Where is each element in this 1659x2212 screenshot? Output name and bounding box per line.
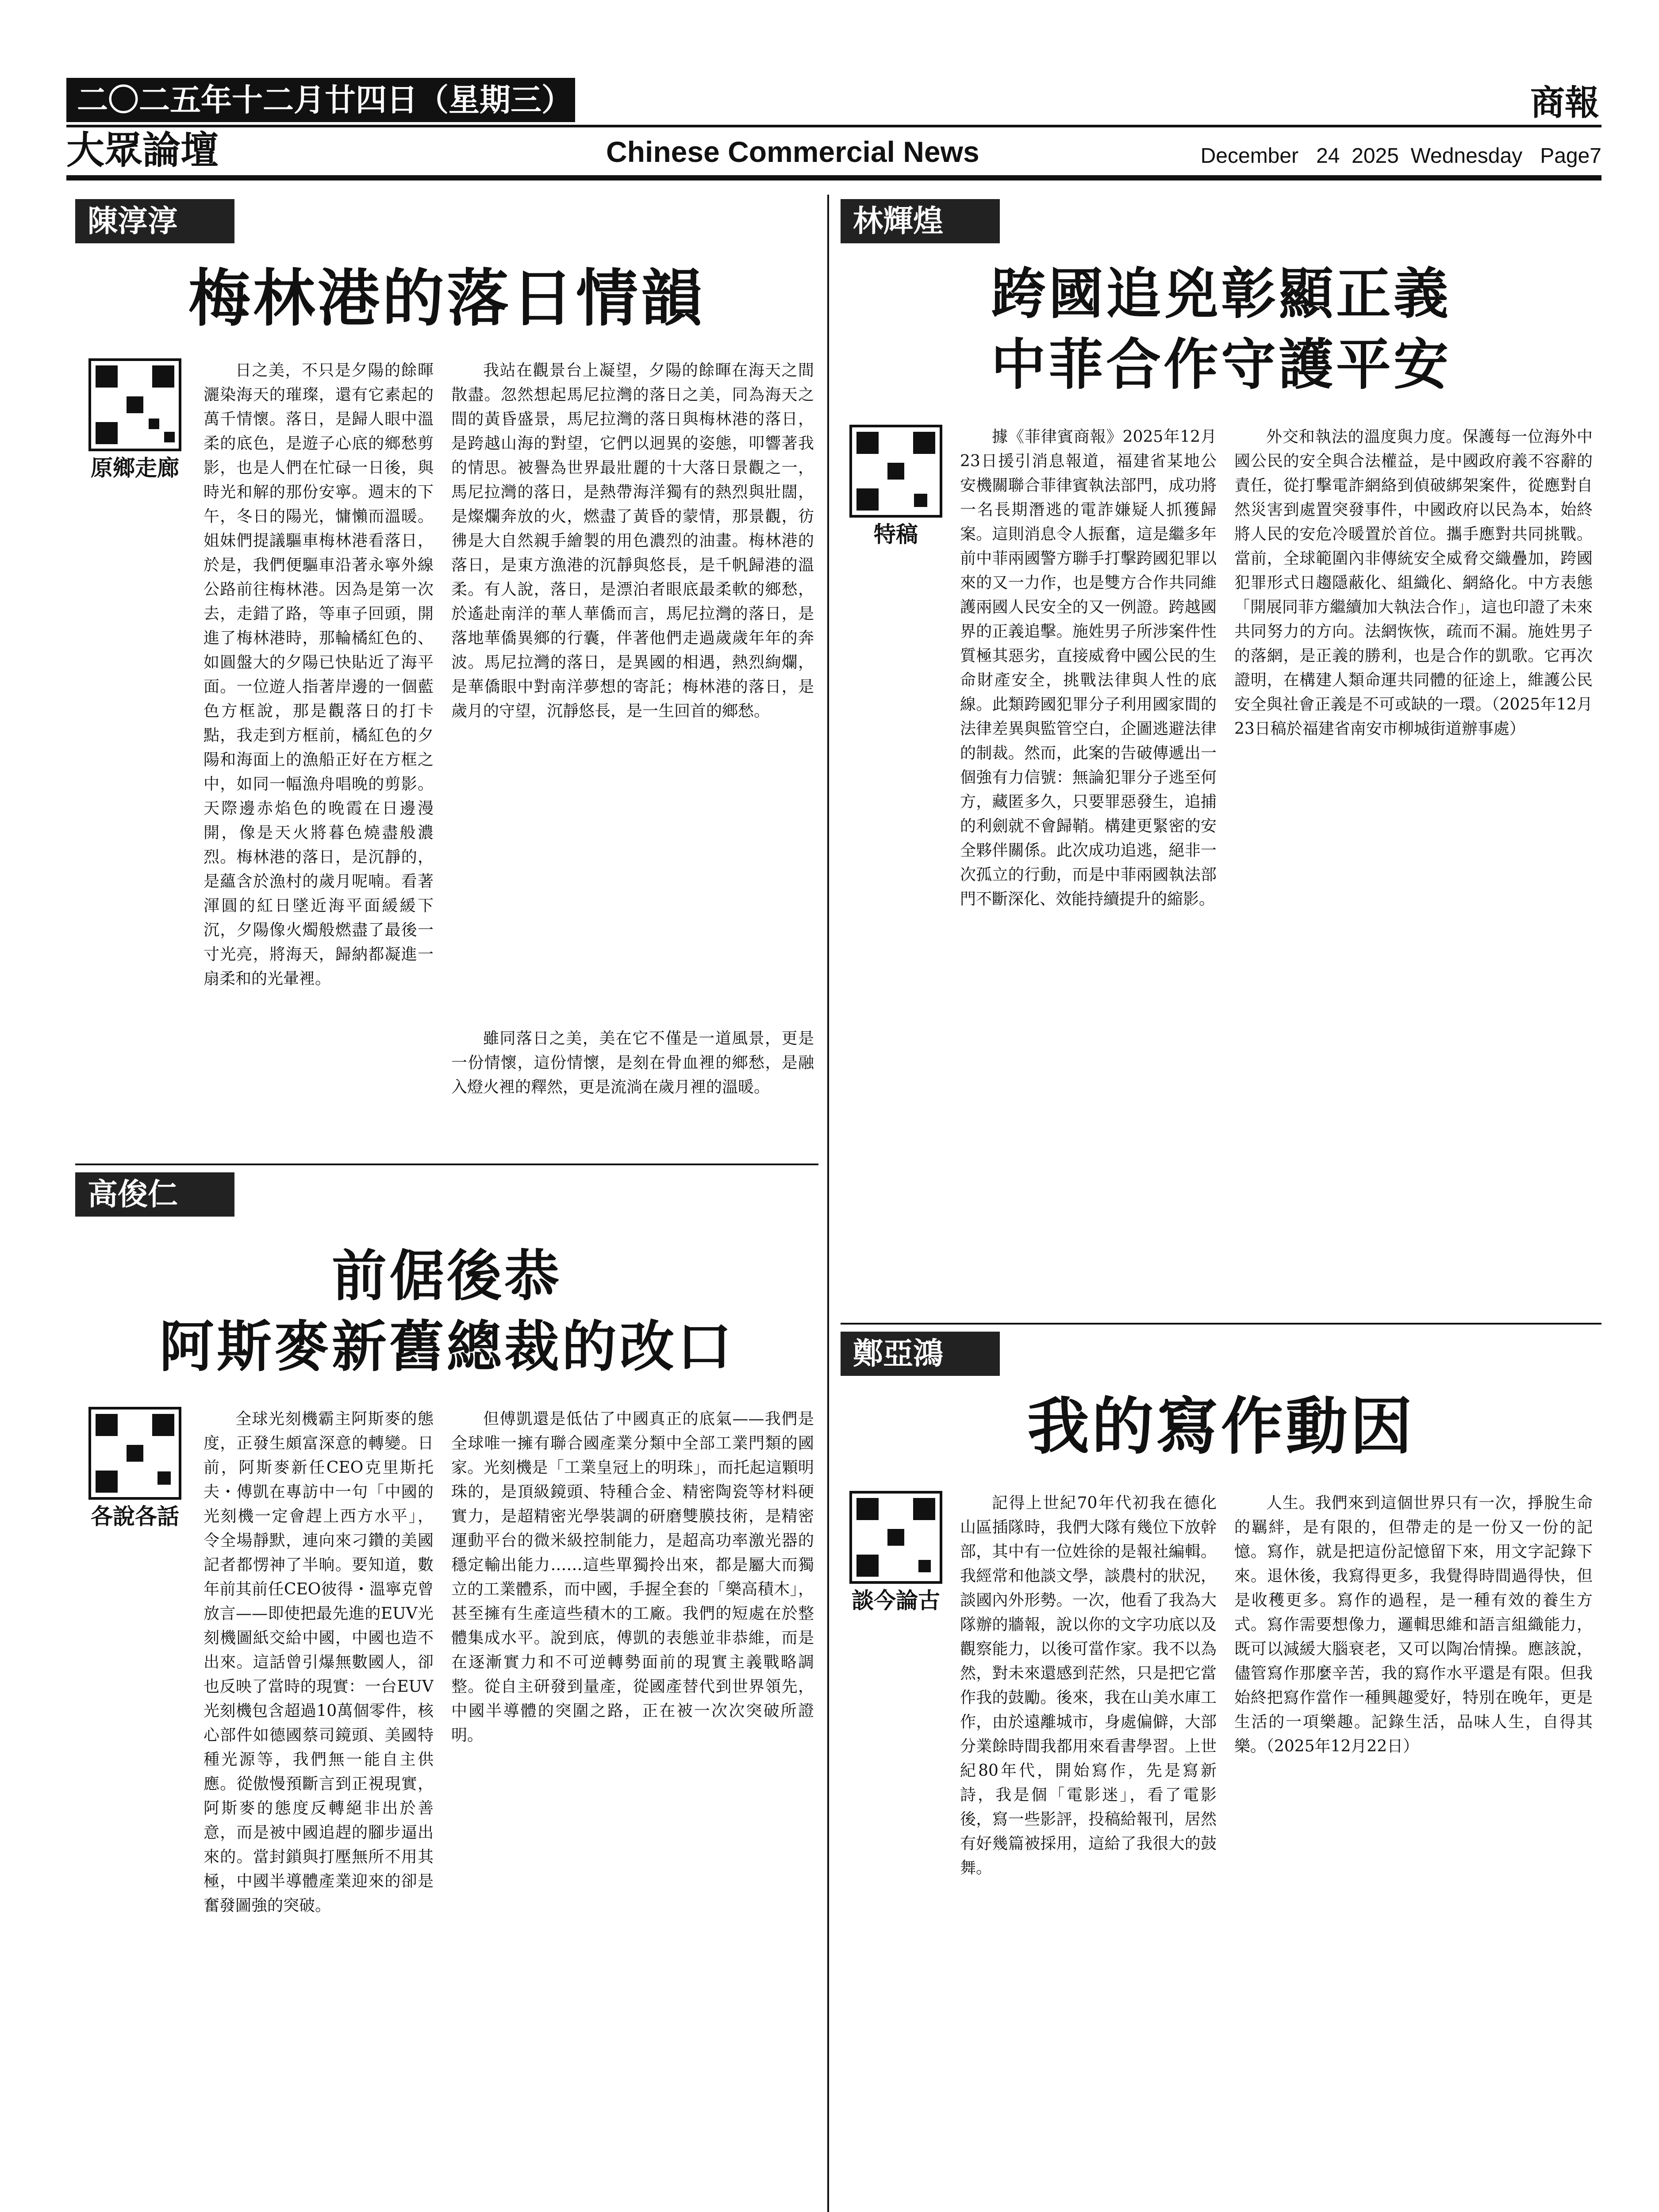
article-sunset <box>75 199 818 1159</box>
article-body-col1: 全球光刻機霸主阿斯麥的態度，正發生頗富深意的轉變。日前，阿斯麥新任CEO克里斯托夫・傅凱在專訪中一句「中國的光刻機一定會趕上西方水平」，令全場靜默，連向來刁鑽的美國記者都愣神了半晌。要知道，數年前其前任CEO彼得・溫寧克曾放言——即使把最先進的EUV光刻機圖紙交給中國，中國也造不出來。這話曾引爆無數國人，卻也反映了當時的現實：一台EUV光刻機包含超過10萬個零件，核心部件如德國蔡司鏡頭、美國特種光源等，我們無一能自主供應。從傲慢預斷言到正視現實，阿斯麥的態度反轉絕非出於善意，而是被中國追趕的腳步逼出來的。當封鎖與打壓無所不用其極，中國半導體產業迎來的卻是奮發圖強的突破。 <box>204 1410 434 1915</box>
article-body-col2: 我站在觀景台上凝望，夕陽的餘暉在海天之間散盡。忽然想起馬尼拉灣的落日之美，同為海天之間的黃昏盛景，馬尼拉灣的落日與梅林港的落日，是跨越山海的對望，它們以迥異的姿態，叩響著我的情思。被譽為世界最壯麗的十大落日景觀之一，馬尼拉灣的落日，是熱帶海洋獨有的熱烈與壯闊，是燦爛奔放的火，燃盡了黃昏的蒙情，那景觀，彷彿是大自然親手繪製的用色濃烈的油畫。梅林港的落日，是東方漁港的沉靜與悠長，是千帆歸港的溫柔。有人說，落日，是漂泊者眼底最柔軟的鄉愁，於遙赴南洋的華人華僑而言，馬尼拉灣的落日，是落地華僑異鄉的行囊，伴著他們走過歲歲年年的奔波。馬尼拉灣的落日，是異國的相遇，熱烈絢爛，是華僑眼中對南洋夢想的寄託；梅林港的落日，是歲月的守望，沉靜悠長，是一生回首的鄉愁。 <box>451 361 814 720</box>
article-body-col2: 人生。我們來到這個世界只有一次，掙脫生命的羈絆，是有限的，但帶走的是一份又一份的記憶。寫作，就是把這份記憶留下來，用文字記錄下來。退休後，我寫得更多，我覺得時間過得快，但是收穫更多。寫作的過程，是一種有效的養生方式。寫作需要想像力，邏輯思維和語言組織能力，既可以減緩大腦衰老，又可以陶冶情操。應該說，儘管寫作那麼辛苦，我的寫作水平還是有限。但我始終把寫作當作一種興趣愛好，特別在晚年，更是生活的一項樂趣。記錄生活，品味人生，自得其樂。（2025年12月22日） <box>1234 1494 1593 1755</box>
english-masthead: Chinese Commercial News <box>606 135 979 168</box>
article-divider <box>75 1164 818 1165</box>
author-tag: 林輝煌 <box>841 199 1000 243</box>
qr-code-icon <box>849 1491 942 1584</box>
qr-code-icon <box>849 425 942 518</box>
column-name: 特稿 <box>874 521 918 547</box>
article-divider <box>841 1323 1601 1325</box>
page-column-divider <box>827 195 829 2212</box>
article-title-line1: 跨國追兇彰顯正義 <box>991 262 1451 326</box>
column-name: 各說各話 <box>91 1503 179 1529</box>
article-china-philippines <box>841 199 1601 1318</box>
section-name: 大眾論壇 <box>66 128 219 173</box>
article-body-col1: 據《菲律賓商報》2025年12月23日援引消息報道，福建省某地公安機關聯合菲律賓執法部門，成功將一名長期潛逃的電詐嫌疑人抓獲歸案。這則消息令人振奮，這是繼多年前中菲兩國警方聯手打擊跨國犯罪以來的又一力作，也是雙方合作共同維護兩國人民安全的又一例證。跨越國界的正義追擊。施姓男子所涉案件性質極其惡劣，直接威脅中國公民的生命財產安全，挑戰法律與人性的底線。此類跨國犯罪分子利用國家間的法律差異與監管空白，企圖逃避法律的制裁。然而，此案的告破傳遞出一個強有力信號：無論犯罪分子逃至何方，藏匿多久，只要罪惡發生，追捕的利劍就不會歸鞘。構建更緊密的安全夥伴關係。此次成功追逃，絕非一次孤立的行動，而是中菲兩國執法部門不斷深化、效能持續提升的縮影。 <box>960 428 1217 908</box>
article-body-col1: 記得上世紀70年代初我在德化山區插隊時，我們大隊有幾位下放幹部，其中有一位姓徐的是報社編輯。我經常和他談文學，談農村的狀況，談國內外形勢。一次，他看了我為大隊辦的牆報，說以你的文字功底以及觀察能力，以後可當作家。我不以為然，對未來還感到茫然，只是把它當作我的鼓勵。後來，我在山美水庫工作，由於遠離城市，身處偏僻，大部分業餘時間我都用來看書學習。上世紀80年代，開始寫作，先是寫新詩，我是個「電影迷」，看了電影後，寫一些影評，投稿給報刊，居然有好幾篇被採用，這給了我很大的鼓舞。 <box>960 1494 1217 1877</box>
author-tag: 鄭亞鴻 <box>841 1332 1000 1376</box>
article-body-col3: 雖同落日之美，美在它不僅是一道風景，更是一份情懷，這份情懷，是刻在骨血裡的鄉愁，是融入燈火裡的釋然，更是流淌在歲月裡的溫暖。 <box>451 1029 814 1096</box>
qr-code-icon <box>88 358 181 451</box>
issue-date: 二〇二五年十二月廿四日（星期三） <box>66 78 575 122</box>
article-title-line1: 前倨後恭 <box>331 1244 562 1308</box>
article-asml <box>75 1172 818 2212</box>
edition-line: December 24 2025 Wednesday Page7 <box>1200 144 1601 168</box>
article-body-col1: 日之美，不只是夕陽的餘暉灑染海天的璀璨，還有它素起的萬千情懷。落日，是歸人眼中溫柔的底色，是遊子心底的鄉愁剪影，也是人們在忙碌一日後，與時光和解的那份安寧。週末的下午，冬日的陽光，慵懶而溫暖。姐妹們提議驅車梅林港看落日，於是，我們便驅車沿著永寧外線公路前往梅林港。因為是第一次去，走錯了路，等車子回頭，開進了梅林港時，那輪橘紅色的、如圓盤大的夕陽已快貼近了海平面。一位遊人指著岸邊的一個藍色方框說，那是觀落日的打卡點，我走到方框前，橘紅色的夕陽和海面上的漁船正好在方框之中，如同一幅漁舟唱晚的剪影。天際邊赤焰色的晚霞在日邊漫開，像是天火將暮色燒盡般濃烈。梅林港的落日，是沉靜的，是蘊含於漁村的歲月呢喃。看著渾圓的紅日墜近海平面緩緩下沉，夕陽像火燭般燃盡了最後一寸光亮，將海天，歸納都凝進一扇柔和的光暈裡。 <box>204 361 434 988</box>
newspaper-name: 商報 <box>1530 83 1599 123</box>
column-name: 談今論古 <box>852 1587 940 1613</box>
article-body-col2: 但傅凱還是低估了中國真正的底氣——我們是全球唯一擁有聯合國產業分類中全部工業門類的國家。光刻機是「工業皇冠上的明珠」，而托起這顆明珠的，是頂級鏡頭、特種合金、精密陶瓷等材料硬實力，是超精密光學裝調的研磨雙膜技術，是精密運動平台的微米級控制能力，是超高功率激光器的穩定輸出能力……這些單獨拎出來，都是屬大而獨立的工業體系，而中國，手握全套的「樂高積木」，甚至擁有生產這些積木的工廠。我們的短處在於整體集成水平。說到底，傅凱的表態並非恭維，而是在逐漸實力和不可逆轉勢面前的現實主義戰略調整。從自主研發到量產，從國產替代到世界領先，中國半導體的突圍之路，正在被一次次突破所證明。 <box>451 1410 814 1744</box>
article-title-line2: 阿斯麥新舊總裁的改口 <box>159 1315 734 1379</box>
article-body-col2: 外交和執法的溫度與力度。保護每一位海外中國公民的安全與合法權益，是中國政府義不容辭的責任，從打擊電詐網絡到偵破綁架案件，從應對自然災害到處置突發事件，中國政府以民為本，始終將人民的安危冷暖置於首位。攜手應對共同挑戰。當前，全球範圍內非傳統安全威脅交織疊加，跨國犯罪形式日趨隱蔽化、組織化、網絡化。中方表態「開展同菲方繼續加大執法合作」，這也印證了未來共同努力的方向。法網恢恢，疏而不漏。施姓男子的落網，是正義的勝利，也是合作的凱歌。它再次證明，在構建人類命運共同體的征途上，維護公民安全與社會正義是不可或缺的一環。（2025年12月23日稿於福建省南安市柳城街道辦事處） <box>1234 428 1593 738</box>
article-title: 梅林港的落日情韻 <box>188 262 705 335</box>
header-rule-top <box>66 125 1601 127</box>
column-name: 原鄉走廊 <box>91 455 179 481</box>
qr-code-icon <box>88 1407 181 1500</box>
header-rule-bottom <box>66 175 1601 180</box>
article-title-line2: 中菲合作守護平安 <box>991 333 1451 397</box>
article-title: 我的寫作動因 <box>1027 1390 1415 1463</box>
author-tag: 陳淳淳 <box>75 199 234 243</box>
article-writing-motivation <box>841 1332 1601 2212</box>
author-tag: 高俊仁 <box>75 1172 234 1217</box>
